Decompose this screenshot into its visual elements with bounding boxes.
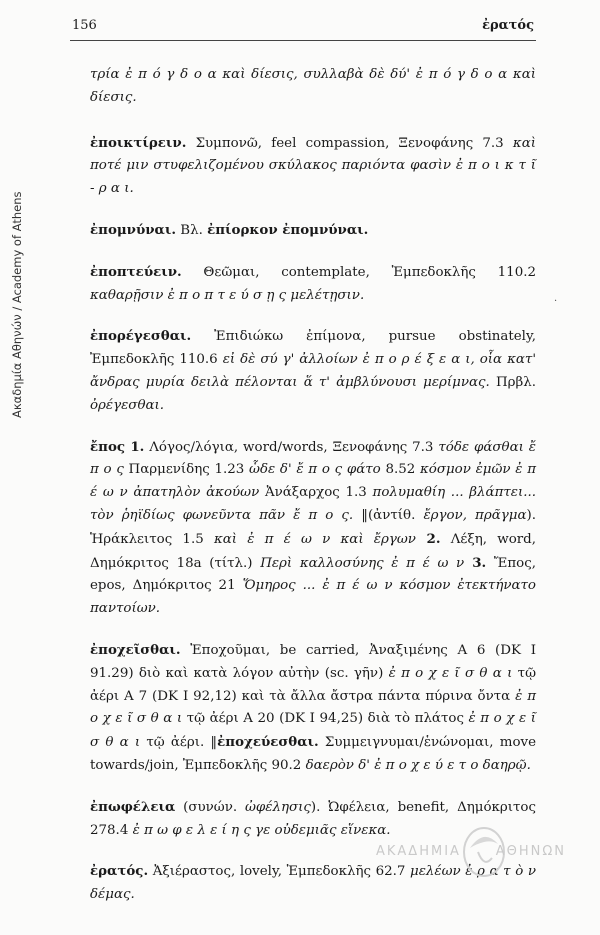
headword: ἐποχεύεσθαι. [217, 734, 319, 751]
greek-quotation: καὶ ἐ π έ ω ν καὶ ἔργων [213, 531, 416, 547]
greek-quotation: κόσμον ἐμῶν ἐ π έ ω ν ἀπατηλὸν ἀκούων [90, 462, 536, 501]
dictionary-body [90, 64, 536, 925]
greek-quotation: πολυμαθίη ... βλάπτει... τὸν ῥηϊδίως φωνεῦντα πᾶν ἔ π ο ς. [90, 485, 536, 523]
entry-text: Ἔπος, epos, Δημόκριτος 21 [90, 555, 536, 594]
greek-quotation: ὠφέλησις [245, 799, 311, 815]
margin-mark: · [554, 296, 558, 307]
headword: ἐποικτίρειν. [90, 134, 187, 151]
greek-quotation: μελέων ἐ ρ α τ ὸ ν δέμας. [90, 864, 536, 903]
entry-text: Λόγος/λόγια, word/words, Ξενοφάνης 7.3 [144, 439, 439, 455]
entry-text: Βλ. [176, 222, 208, 238]
headword: ἔπος 1. [90, 438, 145, 455]
watermark-right-text: ΑΘΗΝΩΝ [495, 844, 566, 859]
headword: ἐποπτεύειν. [90, 263, 182, 280]
entry-text: Ἐποχοῦμαι, be carried, Ἀναξιμένης Α 6 (DK I 91.29) διὸ καὶ κατὰ λόγον αὐτὴν (sc. γῆν) [90, 642, 536, 681]
headword: ἐρατός. [90, 863, 149, 880]
greek-quotation: ἐ π ο χ ε ῖ σ θ α ι [90, 688, 537, 727]
entry-text: Πρβλ. [489, 374, 537, 390]
watermark-left-text: ΑΚΑΔΗΜΙΑ [376, 844, 461, 859]
headword: ἐπορέγεσθαι. [90, 328, 192, 345]
entry-text: Θεῶμαι, contemplate, Ἐμπεδοκλῆς 110.2 [181, 264, 536, 280]
continuation-paragraph [90, 64, 536, 110]
archive-sidebar-label: Ακαδημία Αθηνών / Academy of Athens [10, 191, 24, 418]
entry-text: Παρμενίδης 1.23 [123, 462, 250, 478]
entry-text: Ἀνάξαρχος 1.3 [259, 485, 373, 501]
entry-text: Ἀξιέραστος, lovely, Ἐμπεδοκλῆς 62.7 [148, 864, 411, 880]
dictionary-entry [90, 436, 536, 621]
header-rule [70, 40, 536, 41]
entry-text: Συμπονῶ, feel compassion, Ξενοφάνης 7.3 [186, 135, 513, 151]
greek-quotation: Ὅμηρος ... ἐ π έ ω ν κόσμον ἐτεκτήνατο παντοίων. [90, 578, 536, 617]
entry-text: ). Ἡράκλειτος 1.5 [90, 507, 536, 547]
greek-quotation: εἰ δὲ σύ γ' ἀλλοίων ἐ π ο ρ έ ξ ε α ι, οἷα κατ' ἄνδρας μυρία δειλὰ πέλονται ἅ τ' ἀμβλύνουσι μερίμνας. [90, 352, 537, 390]
page-number: 156 [72, 18, 97, 33]
entry-text: ). Ὠφέλεια, benefit, Δημόκριτος 278.4 [90, 799, 536, 838]
headword: 3. [464, 554, 487, 571]
greek-quotation: καὶ ποτέ μιν στυφελιζομένου σκύλακος παριόντα φασὶν ἐ π ο ι κ τ ῖ - ρ α ι. [90, 135, 536, 197]
headword: 2. [415, 530, 441, 547]
greek-quotation: ἔργον, πρᾶγμα [423, 507, 527, 523]
running-head: ἐρατός [482, 18, 534, 33]
entry-text: 8.52 [380, 462, 420, 478]
headword: ἐπωφέλεια [90, 798, 176, 815]
entry-text: (συνών. [175, 799, 246, 815]
academy-watermark [332, 820, 572, 890]
dictionary-entry [90, 325, 536, 417]
headword: ἐπομνύναι. [90, 221, 176, 238]
greek-quotation: ἐ π ο χ ε ῖ σ θ α ι [388, 665, 513, 681]
greek-quotation: καθαρῇσιν ἐ π ο π τ ε ύ σ ῃ ς μελέτῃσιν. [90, 287, 365, 303]
headword: ἐποχεῖσθαι. [90, 641, 181, 658]
entry-text: Συμμειγνυμαι/ἑνώνομαι, move towards/join, Ἐμπεδοκλῆς 90.2 [90, 735, 537, 773]
entry-text: Λέξη, word, Δημόκριτος 18a (τίτλ.) [90, 531, 536, 571]
greek-quotation: ἐ π ο χ ε ῖ σ θ α ι [90, 711, 536, 751]
dictionary-entry [90, 261, 536, 308]
entry-text: ‖(ἀντίθ. [353, 507, 424, 523]
dictionary-entry [90, 639, 536, 778]
greek-quotation: τρία ἐ π ό γ δ ο α καὶ δίεσις, συλλαβὰ δὲ δύ' ἐ π ό γ δ ο α καὶ δίεσις. [90, 67, 536, 105]
greek-quotation: ὧδε δ' ἔ π ο ς φάτο [249, 462, 381, 478]
headword: ἐπίορκον ἐπομνύναι. [207, 221, 369, 238]
greek-quotation: τόδε φάσθαι ἔ π ο ς [90, 439, 536, 478]
entry-text: τῷ ἀέρι Α 7 (DK I 92,12) καὶ τὰ ἄλλα ἄστρα πάντα πύρινα ὄντα [90, 665, 536, 704]
entry-text: Ἐπιδιώκω ἐπίμονα, pursue obstinately, Ἐμπεδοκλῆς 110.6 [90, 329, 536, 368]
greek-quotation: δαερὸν δ' ἐ π ο χ ε ύ ε τ ο δαηρῷ. [305, 757, 531, 773]
dictionary-entry [90, 219, 536, 243]
entry-text: τῷ ἀέρι Α 20 (DK I 94,25) διὰ τὸ πλάτος [182, 711, 469, 727]
greek-quotation: ἐ π ω φ ε λ ε ί η ς γε οὐδεμιᾶς εἵνεκα. [132, 822, 391, 838]
entry-text: τῷ ἀέρι. ‖ [140, 735, 218, 751]
greek-quotation: ὀρέγεσθαι. [90, 397, 165, 413]
greek-quotation: Περὶ καλλοσύνης ἐ π έ ω ν [260, 555, 465, 571]
dictionary-entry [90, 132, 536, 201]
